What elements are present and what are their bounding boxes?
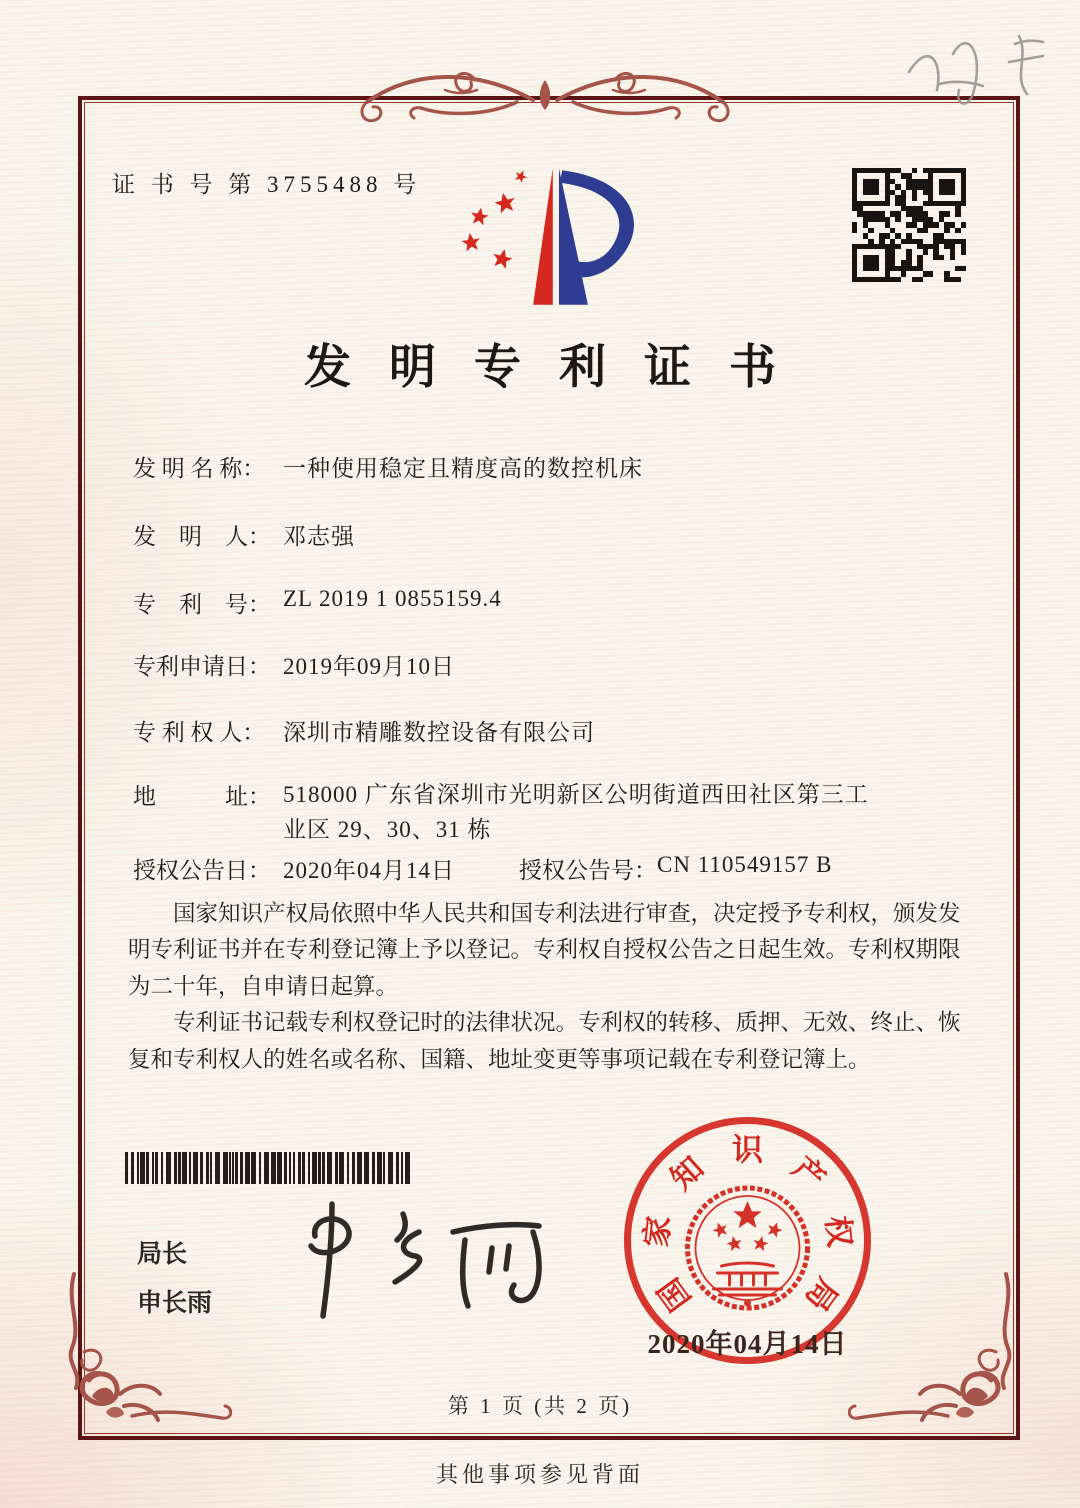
legal-paragraph-1: 国家知识产权局依照中华人民共和国专利法进行审查，决定授予专利权，颁发发明专利证书并在专利登记簿上予以登记。专利权自授权公告之日起生效。专利权期限为二十年，自申请日起算。: [128, 901, 961, 999]
handwritten-signature: [285, 1198, 565, 1323]
field-label: 专 利 权 人：: [133, 720, 266, 745]
legal-paragraph-2: 专利证书记载专利权登记时的法律状况。专利权的转移、质押、无效、终止、恢复和专利权人的姓名或名称、国籍、地址变更等事项记载在专利登记簿上。: [128, 1010, 961, 1072]
field-row-patentee: [133, 714, 595, 747]
page-number: 第 1 页 (共 2 页): [447, 1394, 633, 1418]
field-row-grant: [133, 852, 832, 885]
seal-ring-text: 国 家 知 识 产 权 局: [637, 1132, 858, 1317]
field-row-address: [133, 778, 883, 847]
legal-text: [128, 896, 968, 1078]
field-value: CN 110549157 B: [657, 852, 833, 877]
field-label: 专 利 号：: [133, 592, 271, 617]
back-side-note: 其他事项参见背面: [435, 1462, 644, 1487]
field-row-patent-number: [133, 586, 502, 619]
signer-title: 局长: [137, 1240, 188, 1268]
field-row-filing-date: [133, 648, 455, 681]
field-label: 专利申请日：: [133, 654, 271, 679]
field-value: 一种使用稳定且精度高的数控机床: [283, 456, 643, 481]
field-value: 2019年09月10日: [283, 654, 455, 679]
field-label: 授权公告号：: [519, 858, 657, 883]
signer-name: 申长雨: [137, 1289, 213, 1317]
handwritten-annotation: [895, 10, 1065, 115]
field-value: 518000 广东省深圳市光明新区公明街道西田社区第三工业区 29、30、31 栋: [283, 782, 869, 842]
field-value: 邓志强: [283, 524, 355, 549]
cnipa-logo: [450, 158, 670, 313]
top-center-ornament: [325, 50, 765, 160]
field-row-invention-name: [133, 450, 643, 483]
field-row-inventor: [133, 518, 355, 551]
field-label: 地 址：: [133, 784, 271, 809]
field-label: 发 明 名 称：: [133, 456, 266, 481]
page-title: 发明专利证书: [304, 342, 814, 394]
field-label: 授权公告日：: [133, 858, 271, 883]
seal-date: 2020年04月14日: [647, 1329, 848, 1359]
qr-code: [852, 168, 966, 282]
field-value: 深圳市精雕数控设备有限公司: [283, 720, 595, 745]
certificate-number: 证 书 号 第 3755488 号: [112, 172, 422, 197]
field-label: 发 明 人：: [133, 524, 271, 549]
barcode: [125, 1152, 485, 1184]
field-value: ZL 2019 1 0855159.4: [283, 586, 502, 611]
field-value: 2020年04月14日: [283, 858, 455, 883]
